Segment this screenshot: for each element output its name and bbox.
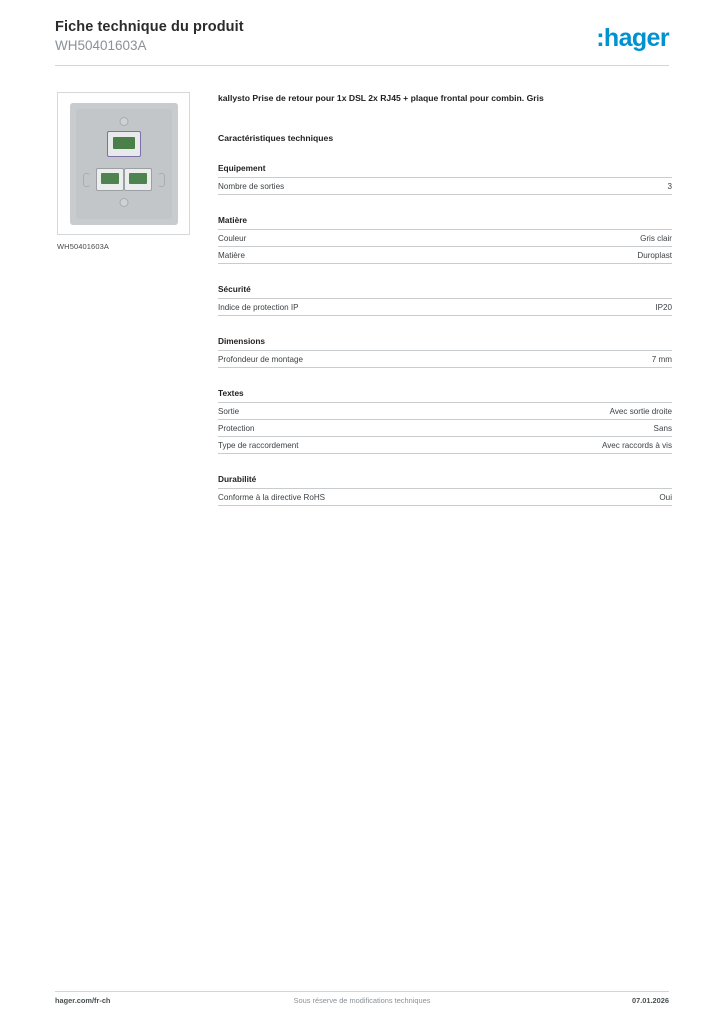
product-image — [57, 92, 190, 235]
spec-label: Nombre de sorties — [218, 181, 285, 191]
spec-value: Avec sortie droite — [609, 406, 672, 416]
figure-caption: WH50401603A — [57, 242, 109, 251]
rj45-port-left-graphic — [96, 168, 124, 191]
spec-group-title: Dimensions — [218, 336, 266, 346]
product-description: kallysto Prise de retour pour 1x DSL 2x RJ45 + plaque frontal pour combin. Gris — [218, 93, 544, 103]
socket-inner-graphic — [76, 109, 172, 219]
header-divider — [55, 65, 669, 66]
socket-plate-graphic — [70, 103, 178, 225]
spec-group — [218, 284, 672, 316]
spec-group — [218, 336, 672, 368]
footer-disclaimer: Sous réserve de modifications techniques — [293, 996, 431, 1005]
spec-label: Indice de protection IP — [218, 302, 299, 312]
section-heading-technical: Caractéristiques techniques — [218, 133, 334, 143]
mounting-bracket-left-icon — [83, 173, 90, 187]
spec-label: Sortie — [218, 406, 240, 416]
table-row — [218, 419, 672, 436]
document-header — [55, 18, 669, 66]
spec-group-title: Equipement — [218, 163, 266, 173]
spec-value: Avec raccords à vis — [601, 440, 672, 450]
screw-icon — [120, 117, 129, 126]
footer-divider — [55, 991, 669, 992]
spec-value: 3 — [667, 181, 672, 191]
table-row — [218, 436, 672, 454]
spec-label: Matière — [218, 250, 245, 260]
spec-value: IP20 — [655, 302, 672, 312]
table-row — [218, 177, 672, 195]
mounting-bracket-right-icon — [158, 173, 165, 187]
table-row — [218, 350, 672, 368]
footer-date: 07.01.2026 — [632, 996, 669, 1005]
specification-groups — [218, 163, 672, 506]
spec-value: Gris clair — [640, 233, 672, 243]
spec-value: Sans — [653, 423, 672, 433]
table-row — [218, 488, 672, 506]
footer-website-link[interactable]: hager.com/fr-ch — [55, 996, 111, 1005]
product-figure — [57, 92, 190, 251]
spec-label: Profondeur de montage — [218, 354, 304, 364]
table-row — [218, 402, 672, 419]
spec-group — [218, 388, 672, 454]
spec-label: Couleur — [218, 233, 247, 243]
rj45-port-right-graphic — [124, 168, 152, 191]
spec-value: Duroplast — [637, 250, 672, 260]
table-row — [218, 246, 672, 264]
document-footer — [55, 996, 669, 1010]
spec-group — [218, 163, 672, 195]
spec-group-title: Matière — [218, 215, 248, 225]
spec-label: Protection — [218, 423, 255, 433]
main-content — [218, 92, 672, 506]
spec-label: Type de raccordement — [218, 440, 299, 450]
dsl-port-graphic — [107, 131, 141, 157]
table-row — [218, 229, 672, 246]
page-title: Fiche technique du produit — [55, 19, 244, 35]
table-row — [218, 298, 672, 316]
spec-label: Conforme à la directive RoHS — [218, 492, 326, 502]
spec-value: 7 mm — [651, 354, 672, 364]
product-reference-subtitle: WH50401603A — [55, 38, 147, 53]
spec-value: Oui — [659, 492, 672, 502]
hager-logo: :hager — [596, 24, 669, 52]
screw-icon — [120, 198, 129, 207]
spec-group-title: Durabilité — [218, 474, 257, 484]
spec-group — [218, 474, 672, 506]
spec-group — [218, 215, 672, 264]
spec-group-title: Textes — [218, 388, 244, 398]
spec-group-title: Sécurité — [218, 284, 251, 294]
